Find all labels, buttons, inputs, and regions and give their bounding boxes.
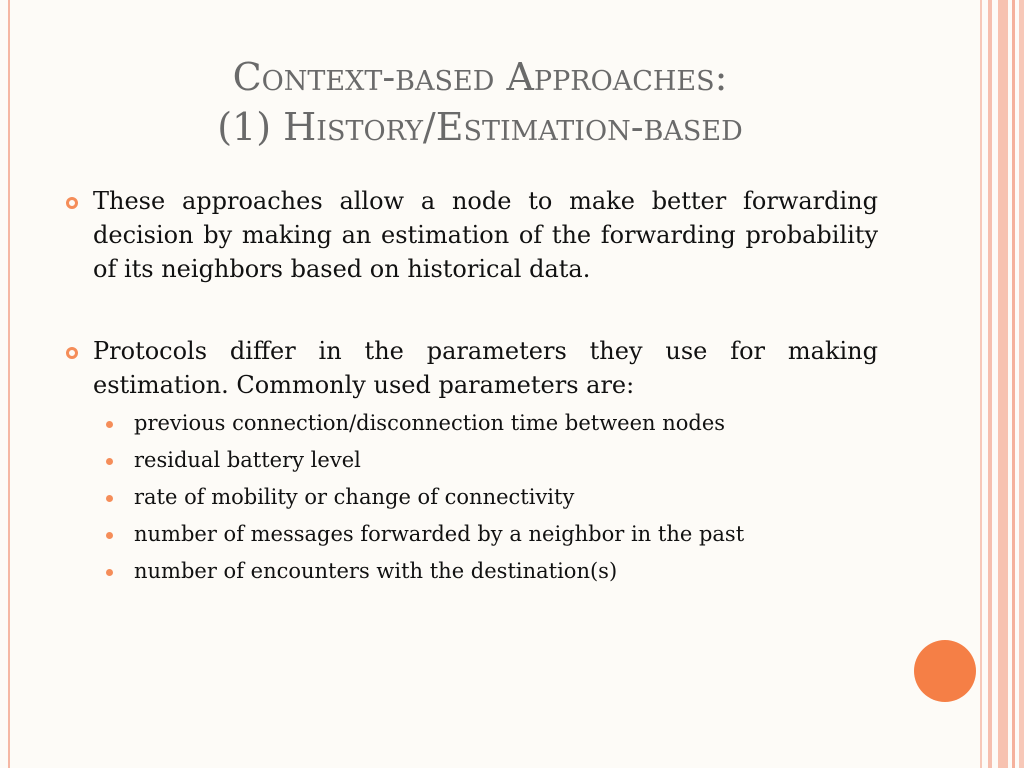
- dot-bullet-icon: [106, 495, 113, 502]
- title-line-2: (1) History/Estimation-based: [217, 105, 743, 149]
- list-item: [134, 442, 878, 479]
- circle-bullet-icon: [66, 197, 78, 209]
- list-item-text: number of messages forwarded by a neighbor in the past: [134, 522, 745, 546]
- list-item-text: residual battery level: [134, 448, 361, 472]
- bullet-item: [66, 334, 878, 590]
- list-item: [134, 553, 878, 590]
- parameter-list: [93, 405, 878, 590]
- slide-title: [90, 52, 870, 152]
- dot-bullet-icon: [106, 532, 113, 539]
- bullet-text: These approaches allow a node to make better forwarding decision by making an estimation of the forwarding probability of its neighbors based on historical data.: [93, 187, 878, 283]
- list-item: [134, 405, 878, 442]
- dot-bullet-icon: [106, 458, 113, 465]
- bullet-text: Protocols differ in the parameters they use for making estimation. Commonly used parameters are:: [93, 337, 878, 399]
- list-item-text: rate of mobility or change of connectivity: [134, 485, 575, 509]
- border-stripe: [1019, 0, 1024, 768]
- title-line-1: Context-based Approaches:: [232, 55, 728, 99]
- border-stripe: [998, 0, 1008, 768]
- list-item-text: number of encounters with the destination(s): [134, 559, 618, 583]
- left-border-line: [8, 0, 10, 768]
- right-border-stripes: [980, 0, 1024, 768]
- list-item: [134, 516, 878, 553]
- list-item-text: previous connection/disconnection time between nodes: [134, 411, 726, 435]
- slide-content: [66, 184, 878, 590]
- circle-bullet-icon: [66, 347, 78, 359]
- dot-bullet-icon: [106, 569, 113, 576]
- list-item: [134, 479, 878, 516]
- dot-bullet-icon: [106, 421, 113, 428]
- decorative-circle: [914, 640, 976, 702]
- border-stripe: [988, 0, 992, 768]
- border-stripe: [980, 0, 982, 768]
- bullet-item: [66, 184, 878, 286]
- border-stripe: [1012, 0, 1015, 768]
